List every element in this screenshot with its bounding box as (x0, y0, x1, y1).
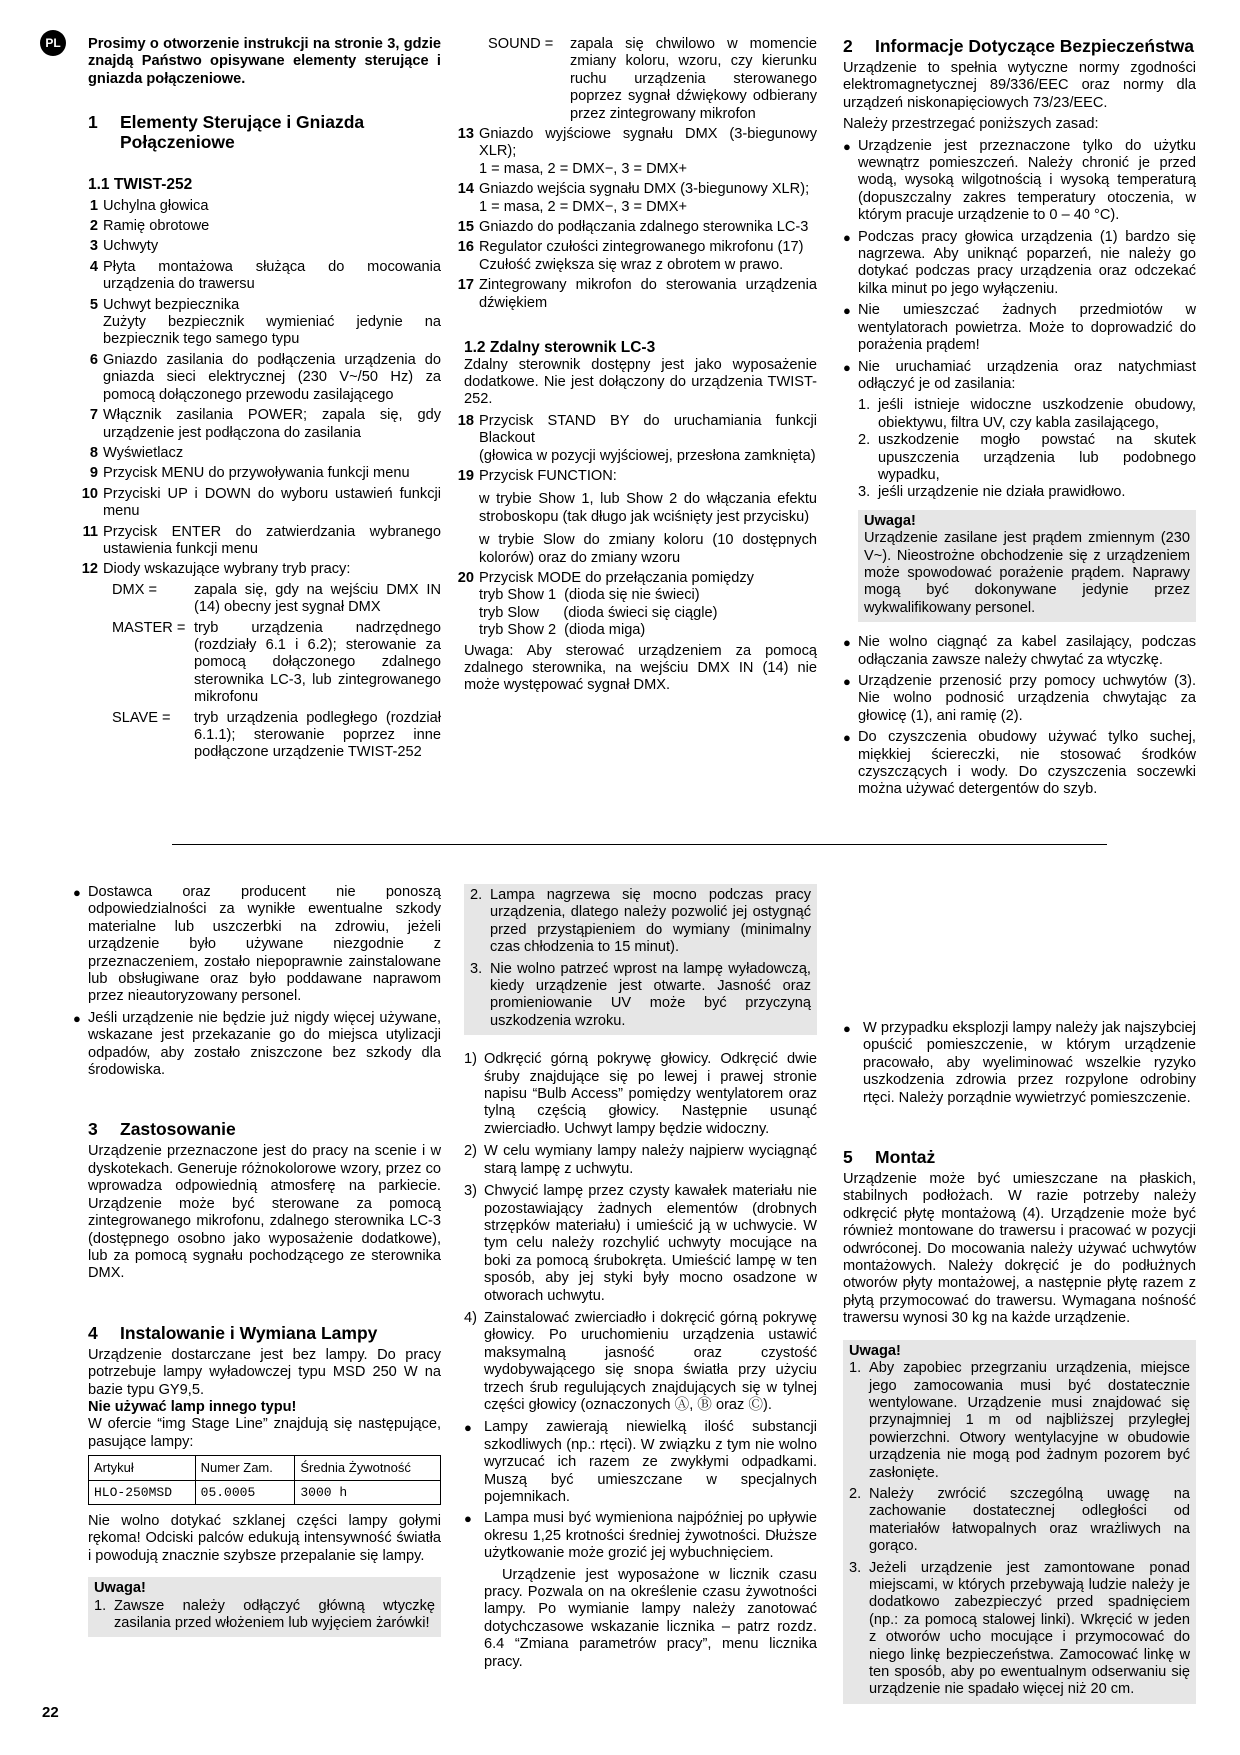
item-line: 1 = masa, 2 = DMX−, 3 = DMX+ (479, 160, 688, 177)
item-text: Nie wolno patrzeć wprost na lampę wyładowczą, kiedy urządzenie jest otwarte. Jasność oraz promieniowanie UV może być przyczyną uszkodzenia wzroku. (490, 960, 811, 1029)
item-line: Uchwyt bezpiecznika (103, 296, 240, 313)
language-badge: PL (40, 30, 66, 56)
item-number: 2. (849, 1485, 862, 1502)
item-text: Ramię obrotowe (103, 218, 210, 235)
item-text (479, 570, 817, 640)
table-header-row (89, 1456, 441, 1480)
list-item (452, 126, 817, 178)
item-text: Płyta montażowa służąca do mocowania urządzenia do trawersu (103, 258, 441, 293)
list-item (452, 277, 817, 312)
bullet-item (843, 138, 1196, 225)
item-number: 15 (457, 219, 474, 236)
step-text: Zainstalować zwierciadło i dokręcić górną pokrywę głowicy. Po uruchomieniu urządzenia ustawić maksymalną jasność oraz czystość wydobywającego się snopa światła przy użyciu trzech śrub regulujących znajdujących się w tylnej części głowicy (oznaczonych Ⓐ, Ⓑ oraz Ⓒ). (484, 1309, 817, 1413)
bottom-column-2 (464, 884, 817, 1671)
warning-title: Uwaga! (864, 512, 916, 529)
item-text: Przycisk MENU do przywoływania funkcji menu (103, 465, 410, 482)
step-item (464, 1051, 817, 1138)
warning-text: Urządzenie zasilane jest prądem zmiennym (230 V~). Nieostrożne obchodzenie się z urządzeniem może spowodować porażenie prądem. Naprawy mogą być dokonywane jedynie przez wykwalifikowany personel. (864, 530, 1190, 616)
item-text: jeśli urządzenie nie działa prawidłowo. (878, 484, 1126, 501)
item-number: 16 (457, 239, 474, 256)
remote-list (452, 413, 817, 640)
item-text: Uchwyty (103, 238, 159, 255)
warning-box (858, 510, 1196, 622)
item-number: 17 (457, 277, 474, 294)
usage-text: Urządzenie przeznaczone jest do pracy na scenie i w dyskotekach. Generuje różnokolorowe wzory, przez co wprowadza odpowiednią atmosferę na parkiecie. Urządzenie może być sterowane za pomocą zintegrowanego mikrofonu, zdalnego sterownika LC-3 (dostępnego osobno jako wyposażenie dodatkowe), lub za pomocą sygnału pochodzącego ze sterownika DMX. (88, 1143, 441, 1282)
item-number: 10 (81, 485, 98, 502)
step-text: W celu wymiany lampy należy najpierw wyciągnąć starą lampę z uchwytu. (484, 1143, 817, 1177)
item-line: Przycisk MODE do przełączania pomiędzy (479, 569, 754, 586)
list-item (452, 413, 817, 465)
mode-key: SLAVE = (112, 709, 171, 726)
bullet-item (843, 673, 1196, 725)
bullet-icon: ● (464, 1420, 472, 1436)
bullet-icon: ● (843, 1021, 851, 1036)
list-item (849, 1560, 1190, 1699)
list-item (452, 239, 817, 274)
bullet-item (843, 229, 1196, 299)
item-text: Przyciski UP i DOWN do wyboru ustawień funkcji menu (103, 485, 441, 520)
intro-text: Prosimy o otworzenie instrukcji na stronie 3, gdzie znajdą Państwo opisywane elementy sterujące i gniazda połączeniowe. (88, 36, 441, 87)
item-number: 3. (858, 484, 871, 501)
list-item (76, 198, 441, 215)
item-text: uszkodzenie mogło powstać na skutek upuszczenia urządzenia lub podobnego wypadku, (878, 432, 1196, 483)
item-line: Zużyty bezpiecznik wymieniać jedynie na bezpiecznik tego samego typu (103, 314, 441, 348)
bullet-text: Urządzenie przenosić przy pomocy uchwytów (3). Nie wolno podnosić urządzenia chwytając za głowicę (1), ani ramię (2). (858, 673, 1196, 724)
item-number: 2. (470, 887, 483, 903)
step-number: 4) (464, 1309, 477, 1326)
bullet-item (843, 729, 1196, 799)
item-number: 5 (89, 296, 98, 313)
top-column-1 (81, 36, 441, 765)
item-number: 7 (89, 407, 98, 424)
lamp-offer-text: W ofercie “img Stage Line” znajdują się następujące, pasujące lampy: (88, 1416, 441, 1450)
item-number: 1. (94, 1597, 107, 1614)
item-text: Należy zwrócić szczególną uwagę na zachowanie dostatecznej odległości od materiałów łatwopalnych oraz wrażliwych na gorąco. (869, 1485, 1190, 1555)
bullet-item (464, 1510, 817, 1562)
item-line: w trybie Slow do zmiany koloru (10 dostępnych kolorów) oraz do zmiany wzoru (479, 532, 817, 566)
warning-box (88, 1577, 441, 1637)
remote-note: Uwaga: Aby sterować urządzeniem za pomocą zdalnego sterownika, na wejściu DMX IN (14) nie może występować sygnał DMX. (464, 642, 817, 694)
item-number: 18 (457, 412, 474, 429)
bullet-item (843, 302, 1196, 354)
section-number: 5 (843, 1147, 853, 1168)
item-text: Uchylna głowica (103, 197, 209, 214)
section-3-heading (88, 1119, 441, 1139)
table-header-cell: Artykuł (89, 1456, 196, 1480)
mode-key: DMX = (112, 581, 158, 598)
step-text: Odkręcić górną pokrywę głowicy. Odkręcić dwie śruby znajdujące się po lewej i prawej stronie napisu “Bulb Access” pomiędzy wentylatorem oraz tylną częścią głowicy. Następnie usunąć zwierciadło. Uchwyt lampy będzie widoczny. (484, 1051, 817, 1137)
list-item (76, 465, 441, 482)
step-number: 1) (464, 1051, 477, 1068)
item-text: Przycisk ENTER do zatwierdzania wybranego ustawienia funkcji menu (103, 523, 441, 557)
step-item (464, 1143, 817, 1178)
item-number: 12 (81, 561, 98, 578)
bullet-text: Jeśli urządzenie nie będzie już nigdy więcej używane, wskazane jest przekazanie go do miejsca utylizacji odpadów, aby zostało zniszczone bez szkody dla środowiska. (88, 1009, 441, 1079)
item-line: w trybie Show 1, lub Show 2 do włączania efektu stroboskopu (tak długo jak wciśnięty jest przycisku) (479, 491, 817, 525)
top-column-2 (457, 36, 817, 695)
warning-box-continued (464, 884, 817, 1035)
section-4-heading (88, 1323, 441, 1343)
item-number: 13 (457, 126, 474, 143)
bullet-text: Lampa musi być wymieniona najpóźniej po upływie okresu 1,25 krotności średniej żywotności. Dłuższe użytkowanie może grozić jej wybuchnięciem. (484, 1510, 817, 1562)
item-number: 20 (457, 569, 474, 586)
counter-text: Urządzenie jest wyposażone w licznik czasu pracy. Pozwala on na określenie czasu żywotności lampy. Po wymianie lampy należy zanotować dotychczasowe wskazanie licznika – patrz rozdz. 6.4 “Zmiana parametrów pracy”, menu licznika pracy. (484, 1566, 817, 1670)
bottom-column-1 (73, 884, 441, 1637)
table-cell: 05.0005 (195, 1480, 295, 1504)
safety-rules-lead: Należy przestrzegać poniższych zasad: (843, 116, 1099, 133)
mode-desc: zapala się chwilowo w momencie zmiany koloru, wzoru, czy kierunku ruchu urządzenia sterowanego poprzez sygnał dźwiękowy odbierany przez zintegrowany mikrofon (570, 36, 817, 122)
bullet-text: Podczas pracy głowica urządzenia (1) bardzo się nagrzewa. Aby uniknąć poparzeń, nie należy go dotykać podczas pracy urządzenia oraz odczekać kilka minut po jego wyłączeniu. (858, 228, 1196, 297)
list-item (858, 432, 1196, 484)
list-item (470, 961, 811, 1031)
safety-intro: Urządzenie to spełnia wytyczne normy zgodności elektromagnetycznej 89/336/EEC oraz normy dla urządzeń niskonapięciowych 73/23/EEC. (843, 60, 1196, 111)
item-line: Czułość zwiększa się wraz z obrotem w prawo. (479, 256, 784, 273)
bullet-icon: ● (464, 1511, 472, 1527)
bullet-item (73, 1010, 441, 1080)
bullet-text: Nie uruchamiać urządzenia oraz natychmiast odłączyć je od zasilania: (858, 358, 1196, 392)
section-title: Informacje Dotyczące Bezpieczeństwa (875, 36, 1195, 56)
bullet-text: Lampy zawierają niewielką ilość substancji szkodliwych (np.: rtęci). W związku z tym nie wolno wyrzucać ich razem ze zwykłymi odpadkami. Muszą być umieszczane w specjalnych pojemnikach. (484, 1419, 817, 1505)
step-item (464, 1183, 817, 1305)
item-number: 2 (89, 218, 98, 235)
top-column-3 (843, 36, 1196, 803)
bullet-icon: ● (843, 303, 851, 319)
bullet-icon: ● (73, 1010, 81, 1026)
item-line: Przycisk FUNCTION: (479, 467, 617, 484)
item-number: 6 (89, 351, 98, 368)
item-text: Wyświetlacz (103, 444, 184, 461)
section-2-heading (843, 36, 1196, 56)
item-text: Gniazdo do podłączania zdalnego sterownika LC-3 (479, 219, 809, 236)
item-line: Regulator czułości zintegrowanego mikrofonu (17) (479, 239, 804, 256)
step-number: 3) (464, 1183, 477, 1200)
list-item (849, 1360, 1190, 1482)
section-title: Elementy Sterujące i Gniazda Połączeniowe (120, 112, 365, 153)
item-number: 8 (89, 444, 98, 461)
list-item (452, 181, 817, 216)
list-item (452, 219, 817, 236)
item-text: Jeżeli urządzenie jest zamontowane ponad miejscami, w których przebywają ludzie należy je dodatkowo zabezpieczyć przed spadnięciem (np.: za pomocą stalowej linki). Wkręcić w jeden z otworów ucho mocujące i przymocować do niego linkę bezpieczeństwa. Zamocować linkę w ten sposób, aby po ewentualnym odserwaniu się urządzenie nie spadało więcej niż 20 cm. (869, 1559, 1190, 1698)
step-text: Chwycić lampę przez czysty kawałek materiału nie pozostawiający żadnych elementów (drobnych strzępków materiału) i umieścić ją w uchwycie. W tym celu należy rozchylić uchwyty mocujące na boki za pomocą śrubokręta. Umieścić lampę w ten sposób, aby jej styki były mocno osadzone w otworach uchwytu. (484, 1183, 817, 1304)
bullet-text: Nie umieszczać żadnych przedmiotów w wentylatorach powietrza. Może to doprowadzić do porażenia prądem! (858, 302, 1196, 354)
lamp-type-warning: Nie używać lamp innego typu! (88, 1398, 297, 1415)
lamp-table (88, 1455, 441, 1505)
item-number: 9 (89, 465, 98, 482)
section-number: 4 (88, 1322, 98, 1343)
lamp-touch-warning: Nie wolno dotykać szklanej części lampy gołymi rękoma! Odciski palców edukują intensywność światła i powodują znacznie szybsze przepalanie się lampy. (88, 1512, 441, 1564)
item-number: 14 (457, 181, 474, 198)
item-number: 19 (457, 467, 474, 484)
item-text (103, 297, 441, 349)
section-number: 2 (843, 36, 853, 56)
bullet-text: Do czyszczenia obudowy używać tylko suchej, miękkiej ściereczki, nie stosować środków czyszczących i wody. Do czyszczenia soczewki można używać detergentów do szyb. (858, 729, 1196, 798)
section-5-heading (843, 1147, 1196, 1167)
bullet-icon: ● (843, 229, 851, 245)
item-number: 3. (470, 960, 483, 977)
table-cell: HLO-250MSD (89, 1480, 196, 1504)
item-text: Gniazdo zasilania do podłączenia urządzenia do gniazda sieci elektrycznej (230 V~/50 Hz) za pomocą dołączonego przewodu zasilającego (103, 351, 441, 403)
item-line: tryb Show 2 (dioda miga) (479, 622, 646, 639)
section-number: 1 (88, 112, 98, 133)
bullet-icon: ● (73, 885, 81, 900)
list-item (76, 486, 441, 521)
item-number: 2. (858, 432, 871, 449)
mode-desc: zapala się, gdy na wejściu DMX IN (14) obecny jest sygnał DMX (194, 581, 441, 616)
mode-list (112, 582, 441, 762)
step-item (464, 1310, 817, 1414)
table-cell: 3000 h (295, 1480, 441, 1504)
bullet-icon: ● (843, 674, 851, 689)
item-text: Włącznik zasilania POWER; zapala się, gdy urządzenie jest podłączona do zasilania (103, 407, 441, 441)
item-text: Diody wskazujące wybrany tryb pracy: (103, 561, 351, 578)
table-header-cell: Średnia Żywotność (295, 1456, 441, 1480)
list-item (76, 259, 441, 294)
mode-item (112, 582, 441, 617)
fault-list (858, 397, 1196, 501)
item-number: 4 (89, 258, 98, 275)
table-header-cell: Numer Zam. (195, 1456, 295, 1480)
section-number: 3 (88, 1119, 98, 1140)
bullet-text: Urządzenie jest przeznaczone tylko do użytku wewnątrz pomieszczeń. Należy chronić je przed wodą, wysoką wilgotnością i wysoką temperaturą (dopuszczalny zakres temperatury otoczenia, w którym pracuje urządzenie to 0 – 40 °C). (858, 137, 1196, 224)
mode-key: MASTER = (112, 619, 186, 636)
item-text: Lampa nagrzewa się mocno podczas pracy urządzenia, dlatego należy pozwolić jej ostygnąć przed przystąpieniem do wymiany (minimalny czas chłodzenia to 15 minut). (490, 887, 811, 956)
item-number: 1. (858, 397, 871, 414)
item-text: Zawsze należy odłączyć główną wtyczkę zasilania przed włożeniem lub wyjęciem żarówki! (114, 1597, 435, 1631)
mounting-text: Urządzenie może być umieszczane na płaskich, stabilnych podłożach. W razie potrzeby należy odkręcić płytę montażową (4). Urządzenie może być również montowane do trawersu i pracować w pozycji odwróconej. Do mocowania należy używać uchwytów montażowych. Należy dokręcić je do podłużnych otworów płyty montażowej, a następnie płytę razem z płytą przymocować do trawersu. Wymagana nośność trawersu wynosi 30 kg na każde urządzenie. (843, 1171, 1196, 1327)
bullet-icon: ● (843, 138, 851, 154)
section-title: Montaż (875, 1147, 936, 1168)
bullet-text: Nie wolno ciągnąć za kabel zasilający, podczas odłączania zawsze należy chwytać za wtyczkę. (858, 634, 1196, 668)
controls-list (76, 198, 441, 579)
lamp-intro: Urządzenie dostarczane jest bez lampy. Do pracy potrzebuje lampy wyładowczej typu MSD 250 W na bazie typu GY9,5. (88, 1346, 441, 1398)
list-item (849, 1486, 1190, 1556)
item-text: Zintegrowany mikrofon do sterowania urządzenia dźwiękiem (479, 277, 817, 311)
subsection-1-1-heading: 1.1 TWIST-252 (88, 176, 193, 194)
list-item (76, 445, 441, 462)
list-item (94, 1598, 435, 1633)
subsection-1-2-heading: 1.2 Zdalny sterownik LC-3 (464, 339, 656, 357)
item-text (479, 181, 817, 216)
bullet-item (843, 634, 1196, 669)
item-text (479, 126, 817, 178)
item-number: 1. (849, 1360, 862, 1377)
section-title: Zastosowanie (120, 1119, 236, 1140)
item-number: 1 (89, 197, 98, 214)
list-item (470, 887, 811, 957)
item-text: jeśli istnieje widoczne uszkodzenie obudowy, obiektywu, filtra UV, czy kabla zasilającego, (878, 397, 1196, 431)
bullet-item (73, 884, 441, 1006)
bullet-item (843, 1020, 1196, 1107)
bullet-item (464, 1419, 817, 1506)
warning-box (843, 1340, 1196, 1704)
warning-title: Uwaga! (849, 1342, 901, 1359)
list-item (76, 297, 441, 349)
item-number: 3. (849, 1559, 862, 1576)
item-line: Gniazdo wyjściowe sygnału DMX (3-biegunowy XLR); (479, 126, 817, 160)
item-number: 3 (89, 238, 98, 255)
item-text (479, 468, 817, 567)
list-item (858, 397, 1196, 432)
controls-list-continued (452, 126, 817, 312)
page-number: 22 (42, 1704, 59, 1721)
list-item (452, 570, 817, 640)
list-item (76, 238, 441, 255)
item-line: tryb Slow (dioda świeci się ciągle) (479, 604, 718, 621)
list-item (858, 484, 1196, 501)
step-number: 2) (464, 1143, 477, 1160)
item-line: (głowica w pozycji wyjściowej, przesłona zamknięta) (479, 447, 816, 464)
table-row (89, 1480, 441, 1504)
section-1-heading (88, 112, 441, 152)
list-item (76, 407, 441, 442)
item-text: Aby zapobiec przegrzaniu urządzenia, miejsce jego zamocowania musi być dostatecznie wentylowane. Urządzenie musi znajdować się przynajmniej 1 m od najbliższej przyległej powierzchni. Otwory wentylacyjne w obudowie urządzenia nie mogą pod żadnym pozorem być zasłonięte. (869, 1360, 1190, 1481)
bullet-icon: ● (843, 730, 851, 746)
list-item (76, 352, 441, 404)
bottom-column-3 (843, 1020, 1196, 1704)
bullet-icon: ● (843, 359, 851, 375)
bullet-item (843, 359, 1196, 394)
item-line: Gniazdo wejścia sygnału DMX (3-biegunowy XLR); (479, 181, 810, 198)
bullet-text: W przypadku eksplozji lampy należy jak najszybciej opuścić pomieszczenie, w którym urządzenie pracowało, aby wyeliminować wszelkie ryzyko uszkodzenia zdrowia przez rozpylone odrobiny rtęci. Należy porządnie wywietrzyć pomieszczenie. (863, 1020, 1196, 1106)
mode-desc: tryb urządzenia nadrzędnego (rozdziały 6.1 i 6.2); sterowanie za pomocą dołączonego zdalnego sterownika LC-3, lub zintegrowanego mikrofonu (194, 619, 441, 706)
mode-item (112, 620, 441, 707)
list-item (76, 561, 441, 578)
subsection-1-2-text: Zdalny sterownik dostępny jest jako wyposażenie dodatkowe. Nie jest dołączony do urządzenia TWIST-252. (464, 356, 817, 408)
item-line: 1 = masa, 2 = DMX−, 3 = DMX+ (479, 198, 688, 215)
section-title: Instalowanie i Wymiana Lampy (120, 1322, 378, 1343)
list-item (76, 524, 441, 559)
mode-desc: tryb urządzenia podległego (rozdział 6.1.1); sterowanie poprzez inne podłączone urządzenie TWIST-252 (194, 709, 441, 761)
list-item (76, 218, 441, 235)
item-text (479, 413, 817, 465)
section-divider (172, 844, 1107, 845)
bullet-icon: ● (843, 635, 851, 651)
warning-title: Uwaga! (94, 1580, 146, 1597)
bullet-text: Dostawca oraz producent nie ponoszą odpowiedzialności za wynikłe ewentualne szkody materialne lub uszczerbki na zdrowiu, jeżeli urządzenie było używane niezgodnie z przeznaczeniem, zostało niepoprawnie zainstalowane lub obsługiwane oraz było poddawane naprawom przez nieautoryzowany personel. (88, 884, 441, 1005)
item-line: tryb Show 1 (dioda się nie świeci) (479, 587, 700, 604)
item-text (479, 239, 817, 274)
item-line: Przycisk STAND BY do uruchamiania funkcji Blackout (479, 412, 817, 447)
list-item (452, 468, 817, 567)
mode-key: SOUND = (488, 36, 554, 52)
item-number: 11 (82, 523, 98, 540)
mode-item (112, 710, 441, 762)
mode-item (488, 36, 817, 123)
